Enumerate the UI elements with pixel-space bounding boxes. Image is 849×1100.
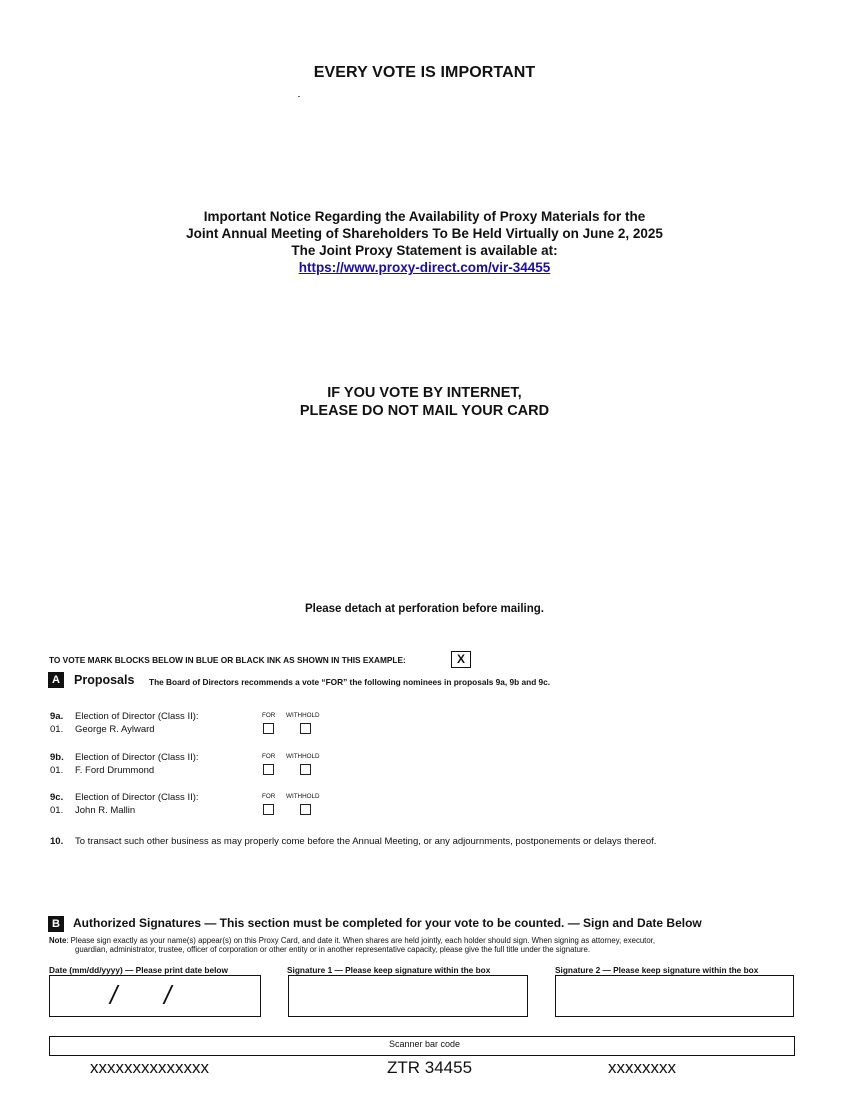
page-title: EVERY VOTE IS IMPORTANT (313, 64, 536, 81)
internet-line-1: IF YOU VOTE BY INTERNET, (327, 385, 522, 401)
for-label: FOR (262, 793, 276, 800)
for-label: FOR (262, 712, 276, 719)
proposal-number: 9a. (50, 711, 64, 722)
notice-line-3: The Joint Proxy Statement is available at: (291, 243, 558, 258)
proposal-10 (50, 835, 656, 848)
proposal-9b (50, 751, 199, 777)
proposal-9a-for-checkbox[interactable] (263, 723, 274, 734)
section-a-badge: A (48, 672, 64, 688)
proxy-materials-link[interactable]: https://www.proxy-direct.com/vir-34455 (298, 260, 551, 275)
date-input-box[interactable] (49, 975, 261, 1017)
section-a-subtitle: The Board of Directors recommends a vote “FOR” the following nominees in proposals 9a, 9b and 9c. (149, 677, 551, 687)
nominee-name: F. Ford Drummond (75, 765, 155, 776)
section-b-badge: B (48, 916, 64, 932)
note-text-2: guardian, administrator, trustee, officer of corporation or other entity or in another representative capacity, please give the full title under the signature. (75, 945, 591, 954)
proposal-9b-for-checkbox[interactable] (263, 764, 274, 775)
date-slash-1: / (110, 980, 118, 1010)
internet-line-2: PLEASE DO NOT MAIL YOUR CARD (299, 403, 550, 419)
signature-note (49, 936, 809, 954)
proposal-9c (50, 791, 199, 817)
detach-instruction: Please detach at perforation before mailing. (304, 603, 544, 615)
vote-instructions: TO VOTE MARK BLOCKS BELOW IN BLUE OR BLACK INK AS SHOWN IN THIS EXAMPLE: (49, 655, 406, 665)
nominee-number: 01. (50, 724, 64, 735)
nominee-number: 01. (50, 805, 64, 816)
section-b-title: Authorized Signatures — This section must be completed for your vote to be counted. — Sign and Date Below (73, 916, 702, 930)
notice-line-2: Joint Annual Meeting of Shareholders To Be Held Virtually on June 2, 2025 (186, 226, 663, 241)
proposal-number: 9c. (50, 792, 64, 803)
note-text-1: : Please sign exactly as your name(s) appear(s) on this Proxy Card, and date it. When shares are held jointly, each holder should sign. When signing as attorney, executor, (66, 936, 656, 945)
proposal-9c-for-checkbox[interactable] (263, 804, 274, 815)
signature-1-box[interactable] (288, 975, 528, 1017)
proposal-number: 10. (50, 836, 64, 847)
proposal-9b-withhold-checkbox[interactable] (300, 764, 311, 775)
proposal-label: Election of Director (Class II): (75, 792, 199, 803)
section-a-title: Proposals (74, 673, 135, 687)
proposal-9a (50, 710, 199, 736)
proposal-9a-withhold-checkbox[interactable] (300, 723, 311, 734)
notice-line-1: Important Notice Regarding the Availability of Proxy Materials for the (203, 209, 646, 224)
date-slash-2: / (164, 980, 172, 1010)
proposal-label: Election of Director (Class II): (75, 711, 199, 722)
right-code: xxxxxxxx (608, 1058, 676, 1077)
scanner-barcode-label: Scanner bar code (388, 1039, 461, 1049)
internet-vote-notice (0, 384, 849, 420)
withhold-label: WITHHOLD (286, 753, 320, 760)
signature-2-box[interactable] (555, 975, 794, 1017)
withhold-label: WITHHOLD (286, 712, 320, 719)
example-mark-box: X (451, 651, 471, 668)
proposal-label: Election of Director (Class II): (75, 752, 199, 763)
stray-dot (298, 96, 300, 97)
signature-2-label: Signature 2 — Please keep signature within the box (555, 965, 759, 975)
control-code: ZTR 34455 (387, 1058, 473, 1077)
nominee-name: John R. Mallin (75, 805, 136, 816)
proposal-9c-withhold-checkbox[interactable] (300, 804, 311, 815)
nominee-number: 01. (50, 765, 64, 776)
nominee-name: George R. Aylward (75, 724, 155, 735)
proxy-notice (0, 208, 849, 276)
left-code: xxxxxxxxxxxxxx (90, 1058, 209, 1077)
signature-1-label: Signature 1 — Please keep signature within the box (287, 965, 491, 975)
for-label: FOR (262, 753, 276, 760)
proposal-text: To transact such other business as may properly come before the Annual Meeting, or any adjournments, postponements or delays thereof. (75, 836, 657, 847)
withhold-label: WITHHOLD (286, 793, 320, 800)
proposal-number: 9b. (50, 752, 64, 763)
note-label: Note (49, 936, 67, 945)
date-label: Date (mm/dd/yyyy) — Please print date below (49, 965, 228, 975)
